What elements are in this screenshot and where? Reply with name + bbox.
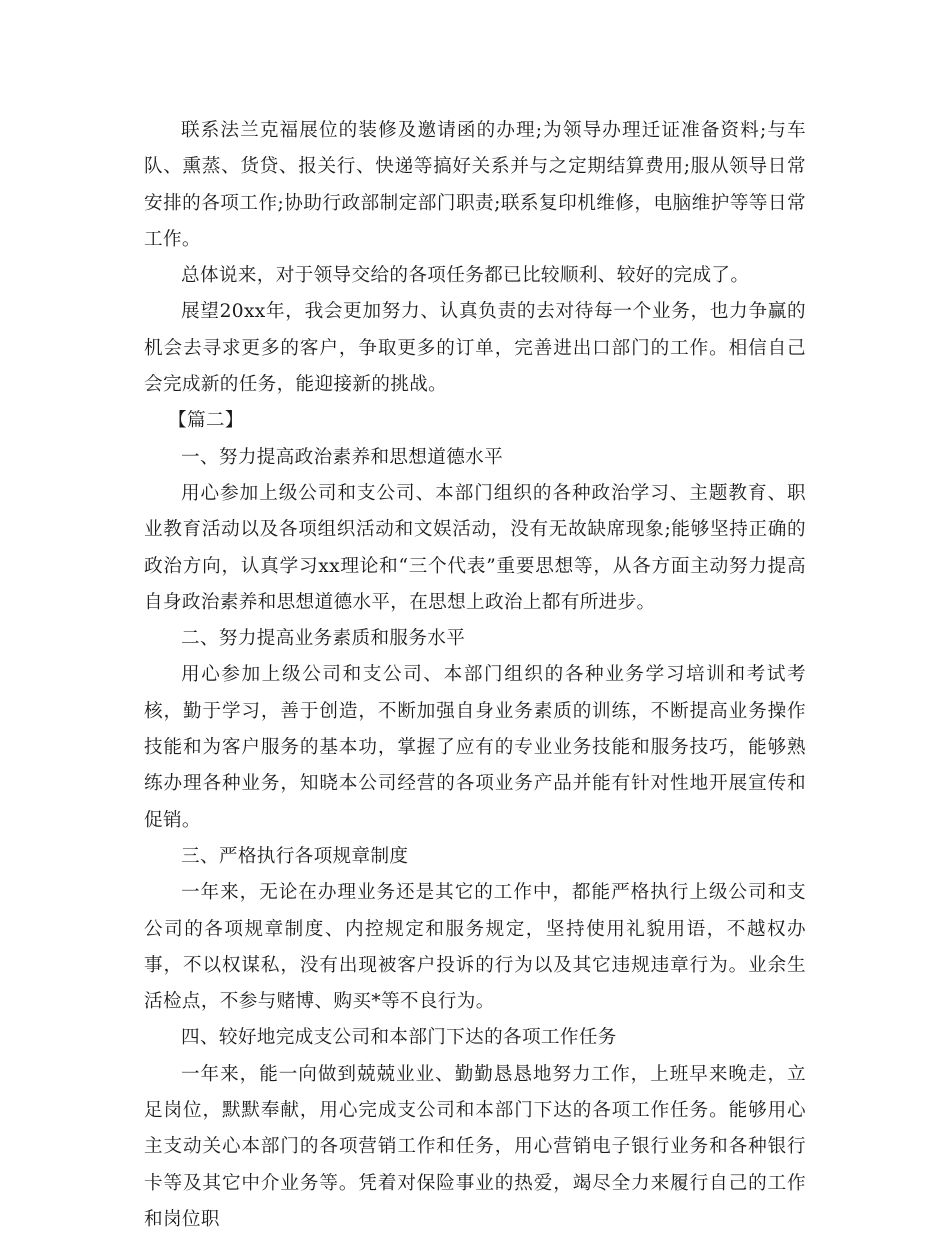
heading-4-tasks: 四、较好地完成支公司和本部门下达的各项工作任务	[181, 1027, 617, 1049]
paragraph-overall-summary: 总体说来，对于领导交给的各项任务都已比较顺利、较好的完成了。	[181, 265, 750, 287]
section-tag-part-two: 【篇二】	[168, 410, 244, 432]
paragraph-task-completion: 一年来，能一向做到兢兢业业、勤勤恳恳地努力工作，上班早来晚走，立足岗位，默默奉献，用心完成支公司和本部门下达的各项工作任务。能够用心主支动关心本部门的各项营销工作和任务，用心营销电子银行业务和各种银行卡等及其它中介业务等。凭着对保险事业的热爱，竭尽全力来履行自己的工作和岗位职	[144, 1063, 806, 1230]
heading-3-rules: 三、严格执行各项规章制度	[181, 845, 409, 867]
heading-2-business-quality: 二、努力提高业务素质和服务水平	[181, 628, 466, 650]
paragraph-political-study: 用心参加上级公司和支公司、本部门组织的各种政治学习、主题教育、职业教育活动以及各项组织活动和文娱活动，没有无故缺席现象;能够坚持正确的政治方向，认真学习xx理论和“三个代表”重要思想等，从各方面主动努力提高自身政治素养和思想道德水平，在思想上政治上都有所进步。	[144, 482, 806, 613]
heading-1-political-quality: 一、努力提高政治素养和思想道德水平	[181, 446, 504, 468]
paragraph-business-training: 用心参加上级公司和支公司、本部门组织的各种业务学习培训和考试考核，勤于学习，善于创造，不断加强自身业务素质的训练，不断提高业务操作技能和为客户服务的基本功，掌握了应有的专业业务技能和服务技巧，能够熟练办理各种业务，知晓本公司经营的各项业务产品并能有针对性地开展宣传和促销。	[144, 664, 806, 831]
paragraph-liaison-duties: 联系法兰克福展位的装修及邀请函的办理;为领导办理迁证准备资料;与车队、熏蒸、货贷、报关行、快递等搞好关系并与之定期结算费用;服从领导日常安排的各项工作;协助行政部制定部门职责;联系复印机维修，电脑维护等等日常工作。	[144, 120, 806, 250]
paragraph-outlook: 展望20xx年，我会更加努力、认真负责的去对待每一个业务，也力争赢的机会去寻求更多的客户，争取更多的订单，完善进出口部门的工作。相信自己会完成新的任务，能迎接新的挑战。	[144, 301, 806, 396]
document-body	[144, 113, 806, 1238]
paragraph-rules-compliance: 一年来，无论在办理业务还是其它的工作中，都能严格执行上级公司和支公司的各项规章制度、内控规定和服务规定，坚持使用礼貌用语，不越权办事，不以权谋私，没有出现被客户投诉的行为以及其它违规违章行为。业余生活检点，不参与赌博、购买*等不良行为。	[144, 882, 806, 1013]
